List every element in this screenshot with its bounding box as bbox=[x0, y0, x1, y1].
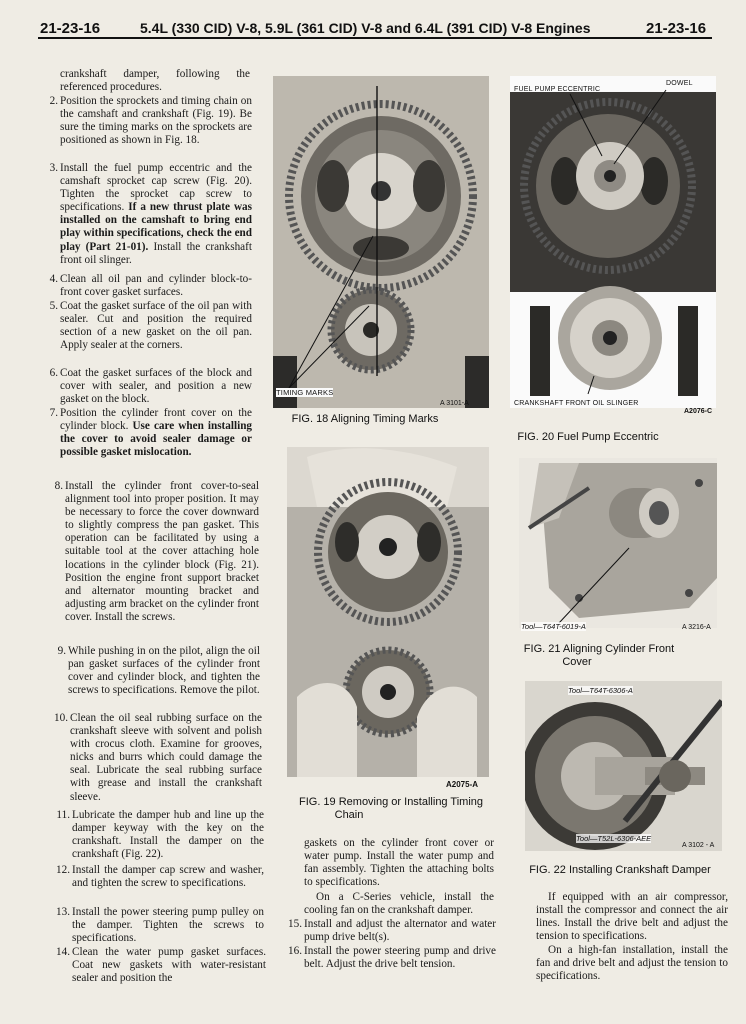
fig21-caption-line1: FIG. 21 Aligning Cylinder Front bbox=[523, 643, 675, 655]
fig22-photo bbox=[525, 681, 722, 851]
step-text: Install the damper cap screw and washer, and tighten the screw to specifications. bbox=[72, 864, 264, 890]
step-number: 12. bbox=[56, 864, 70, 876]
fuel-pump-eccentric-illustration bbox=[510, 76, 716, 408]
step-number: 2. bbox=[49, 95, 58, 107]
step-text: Clean the oil seal rubbing surface on the crankshaft sleeve with solvent and polish with crocus cloth. Examine for grooves, nicks and burrs which could damage the seal. Lubricate the seal rubbing surface with grease and install the crankshaft sleeve. bbox=[70, 712, 262, 803]
step-number: 10. bbox=[54, 712, 68, 724]
step-8 bbox=[54, 480, 259, 624]
fig20-eccentric-label: FUEL PUMP ECCENTRIC bbox=[514, 86, 601, 93]
step-number: 8. bbox=[54, 480, 63, 492]
step-4 bbox=[49, 273, 252, 299]
fig18-code: A 3101-A bbox=[440, 400, 469, 407]
step-warning: Use care when installing the cover to avoid sealer damage or possible gasket mislocation. bbox=[60, 420, 253, 459]
fig22-tool-bottom-label: Tool—T52L-6306-AEE bbox=[576, 834, 652, 843]
fig19-caption-line1: FIG. 19 Removing or Installing Timing bbox=[298, 796, 484, 808]
fig20-photo bbox=[510, 76, 716, 408]
header-rule bbox=[38, 37, 712, 39]
page-header-title: 5.4L (330 CID) V-8, 5.9L (361 CID) V-8 and 6.4L (391 CID) V-8 Engines bbox=[140, 20, 591, 36]
step-text: Install the power steering pump pulley on the damper. Tighten the screws to specifications. bbox=[72, 906, 264, 945]
step-text: Install the cylinder front cover-to-seal alignment tool into proper position. It may be necessary to force the cover downward to slightly compress the pan gasket. This operation can be facilitated by using a suitable tool at the cover attaching hole locations in the cylinder block (Fig. 21). Position the engine front support bracket and alternator mounting bracket and adjusting arm bracket on the cylinder front cover. Install the screws. bbox=[65, 480, 259, 623]
step-13 bbox=[56, 906, 264, 945]
step-16 bbox=[288, 945, 496, 971]
fig18-timing-marks-label: TIMING MARKS bbox=[276, 388, 334, 397]
fig20-slinger-label: CRANKSHAFT FRONT OIL SLINGER bbox=[514, 400, 639, 407]
fig21-caption-line2: Cover bbox=[562, 656, 592, 668]
fig19-caption-line2: Chain bbox=[334, 809, 364, 821]
fig19-photo bbox=[287, 447, 489, 777]
step-number: 6. bbox=[49, 367, 58, 379]
step-3 bbox=[49, 162, 253, 267]
step-9 bbox=[57, 645, 260, 697]
continued-text: gaskets on the cylinder front cover or water pump. Install the water pump and fan assembly. Tighten the attaching bolts to specifications. bbox=[304, 837, 494, 889]
fig19-code: A2075-A bbox=[446, 780, 479, 789]
page-number-right: 21-23-16 bbox=[646, 20, 707, 37]
cylinder-front-cover-illustration bbox=[519, 458, 717, 628]
step-2 bbox=[49, 95, 252, 147]
fig18-photo bbox=[273, 76, 489, 408]
step-text: Position the sprockets and timing chain on the camshaft and crankshaft (Fig. 19). Be sure the timing marks on the sprockets are positioned as shown in Fig. 18. bbox=[60, 95, 252, 147]
fig21-photo bbox=[519, 458, 717, 628]
step-text: Install and adjust the alternator and water pump drive belt(s). bbox=[304, 918, 496, 944]
step-text: Coat the gasket surfaces of the block and cover with sealer, and position a new gasket on the block. bbox=[60, 367, 252, 406]
step-text: Install the power steering pump and drive belt. Adjust the drive belt tension. bbox=[304, 945, 496, 971]
fig21-tool-label: Tool—T64T-6019-A bbox=[521, 622, 586, 631]
fig22-tool-top-label: Tool—T64T-6306-A bbox=[568, 686, 633, 695]
intro-text: crankshaft damper, following the referenced procedures. bbox=[60, 68, 250, 94]
step-14 bbox=[56, 946, 266, 985]
fig18-caption: FIG. 18 Aligning Timing Marks bbox=[291, 413, 439, 425]
step-text: Position the cylinder front cover on the cylinder block. bbox=[60, 407, 252, 433]
step-11 bbox=[56, 809, 264, 861]
step-number: 9. bbox=[57, 645, 66, 657]
step-number: 16. bbox=[288, 945, 302, 957]
step-text: Lubricate the damper hub and line up the damper keyway with the key on the crankshaft. Install the damper on the crankshaft (Fig. 22). bbox=[72, 809, 264, 861]
fig20-caption: FIG. 20 Fuel Pump Eccentric bbox=[517, 431, 659, 443]
step-number: 14. bbox=[56, 946, 70, 958]
step-text: Coat the gasket surface of the oil pan with sealer. Cut and position the required section of a new gasket on the oil pan. Apply sealer at the corners. bbox=[60, 300, 252, 352]
fig22-code: A 3102 - A bbox=[682, 842, 715, 849]
step-text: Clean the water pump gasket surfaces. Coat new gaskets with water-resistant sealer and position the bbox=[72, 946, 266, 985]
high-fan-note: On a high-fan installation, install the fan and drive belt and adjust the tension to specifications. bbox=[536, 944, 728, 983]
step-7 bbox=[49, 407, 253, 459]
step-12 bbox=[56, 864, 264, 890]
step-number: 5. bbox=[49, 300, 58, 312]
step-warning: If a new thrust plate was installed on the camshaft to bring end play within specifications, check the end play (Part 21-01). bbox=[60, 201, 253, 253]
c-series-note: On a C-Series vehicle, install the cooling fan on the crankshaft damper. bbox=[304, 891, 494, 917]
fig20-dowel-label: DOWEL bbox=[666, 80, 693, 87]
step-number: 13. bbox=[56, 906, 70, 918]
step-number: 7. bbox=[49, 407, 58, 419]
step-5 bbox=[49, 300, 252, 352]
fig21-code: A 3216-A bbox=[682, 624, 711, 631]
step-text: Install the fuel pump eccentric and the camshaft sprocket cap screw (Fig. 20). Tighten the sprocket cap screw to specifications. bbox=[60, 162, 252, 214]
step-number: 15. bbox=[288, 918, 302, 930]
step-number: 11. bbox=[56, 809, 70, 821]
timing-chain-removal-illustration bbox=[287, 447, 489, 777]
step-text: While pushing in on the pilot, align the oil pan gasket surfaces of the cylinder front cover and cylinder block, and tighten the screws to specifications. Remove the pilot. bbox=[68, 645, 260, 697]
step-10 bbox=[54, 712, 262, 804]
step-text-tail: Install the crankshaft front oil slinger. bbox=[60, 240, 252, 266]
step-6 bbox=[49, 367, 252, 406]
fig20-code: A2076-C bbox=[684, 408, 713, 415]
crankshaft-damper-illustration bbox=[525, 681, 722, 851]
air-compressor-note: If equipped with an air compressor, install the compressor and connect the air lines. Install the drive belt and adjust the tension to specifications. bbox=[536, 891, 728, 943]
step-text: Clean all oil pan and cylinder block-to-front cover gasket surfaces. bbox=[60, 273, 252, 299]
step-number: 4. bbox=[49, 273, 58, 285]
page-number-left: 21-23-16 bbox=[40, 20, 101, 37]
step-number: 3. bbox=[49, 162, 58, 174]
timing-sprocket-illustration bbox=[273, 76, 489, 408]
step-15 bbox=[288, 918, 496, 944]
fig22-caption: FIG. 22 Installing Crankshaft Damper bbox=[529, 864, 711, 876]
